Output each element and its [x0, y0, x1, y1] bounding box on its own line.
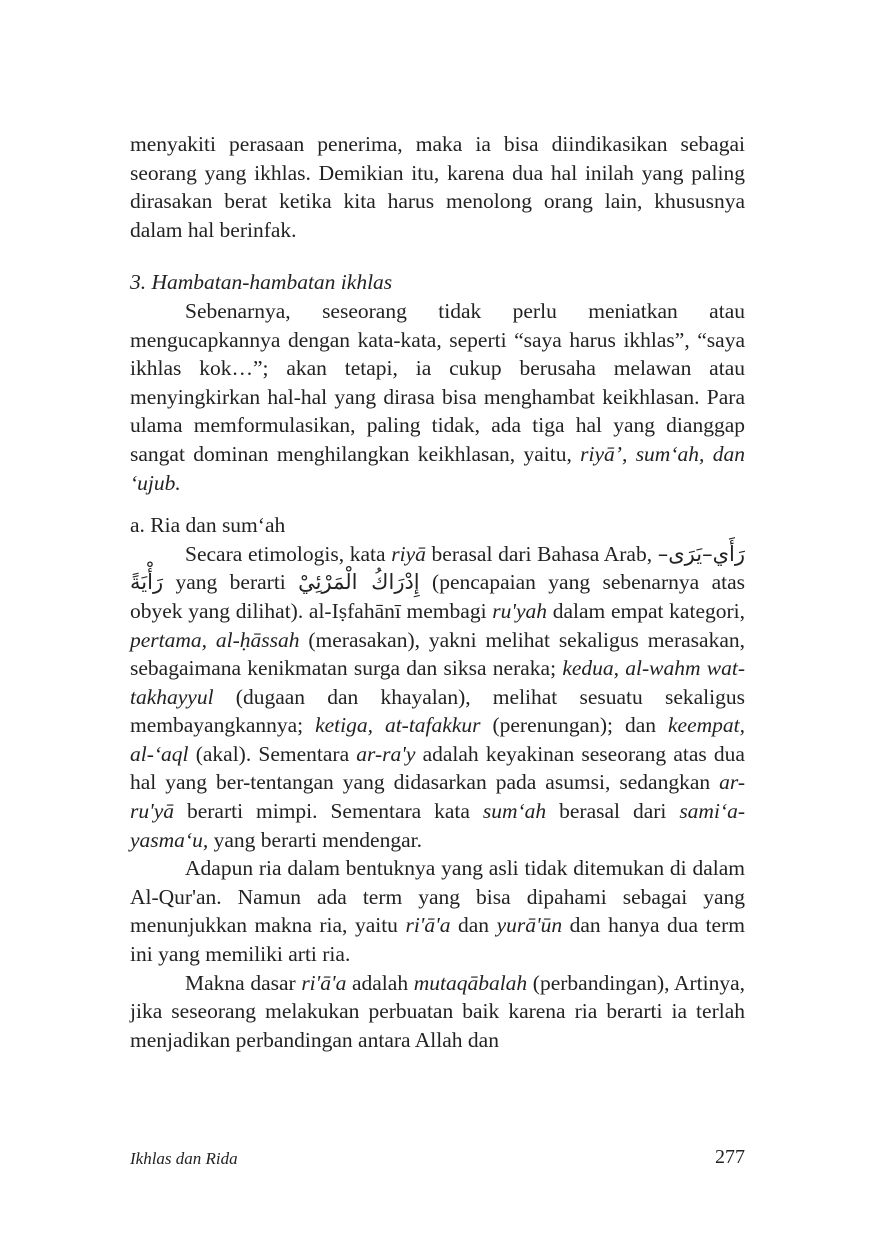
paragraph-etymology: [130, 540, 745, 855]
text-run: (merasakan), yakni melihat sekaligus merasakan, sebagaimana kenikmatan surga dan siksa neraka;: [130, 627, 745, 681]
paragraph-basic-meaning: [130, 969, 745, 1055]
text-run: adalah keyakinan seseorang atas dua hal yang ber-tentangan yang didasarkan pada asumsi, sedangkan: [130, 741, 745, 795]
text-run: adalah: [346, 970, 414, 995]
italic-term: sami‘a-yasma‘u,: [130, 799, 745, 852]
text-run: berarti mimpi. Sementara kata: [174, 799, 483, 824]
text-run: dan: [450, 913, 497, 938]
italic-term: yurā'ūn: [496, 913, 563, 938]
paragraph-quran-terms: [130, 854, 745, 968]
text-run: (akal). Sementara: [188, 741, 357, 766]
italic-term: ar-ru'yā: [130, 770, 745, 824]
text-run: Secara etimologis, kata: [185, 541, 392, 566]
arabic-text: إِدْرَاكُ الْمَرْئِيْ: [298, 570, 420, 595]
body-text: [130, 130, 745, 1054]
italic-term: keempat, al-‘aql: [130, 713, 745, 766]
paragraph-obstacles: [130, 297, 745, 497]
italic-term: ri'ā'a: [405, 913, 451, 938]
italic-term: riyā’, sum‘ah, dan ‘ujub.: [130, 441, 745, 495]
running-title: Ikhlas dan Rida: [130, 1149, 238, 1168]
text-run: (pencapaian yang sebenarnya atas obyek yang dilihat). al-Iṣfahānī membagi: [130, 570, 745, 623]
paragraph-text: Sebenarnya, seseorang tidak perlu meniatkan atau mengucapkannya dengan kata-kata, seperti “saya harus ikhlas”, “saya ikhlas kok…”; akan tetapi, ia cukup berusaha melawan atau menyingkirkan hal-hal yang dirasa bisa menghambat keikhlasan. Para ulama memformulasikan, paling tidak, ada tiga hal yang dianggap sangat dominan menghilangkan keikhlasan, yaitu,: [130, 298, 745, 466]
italic-term: mutaqābalah: [413, 970, 528, 995]
italic-term: kedua, al-wahm wat-takhayyul: [130, 656, 745, 709]
italic-term: ri'ā'a: [301, 970, 347, 995]
arabic-text: رَأَي–يَرَى–رَأْيَةً: [130, 541, 746, 595]
text-run: Adapun ria dalam bentuknya yang asli tidak ditemukan di dalam Al-Qur'an. Namun ada term yang bisa dipahami sebagai yang menunjukkan makna ria, yaitu: [130, 856, 745, 938]
text-run: berasal dari: [546, 799, 680, 824]
text-run: (dugaan dan khayalan), melihat sesuatu sekaligus membayangkannya;: [130, 684, 745, 738]
italic-term: riyā: [391, 541, 426, 566]
italic-term: ru'yah: [492, 598, 548, 623]
paragraph-continuation: menyakiti perasaan penerima, maka ia bisa diindikasikan sebagai seorang yang ikhlas. Demikian itu, karena dua hal inilah yang paling dirasakan berat ketika kita harus menolong orang lain, khususnya dalam hal berinfak.: [130, 132, 745, 242]
text-run: yang berarti mendengar.: [208, 827, 422, 852]
text-run: Makna dasar: [185, 970, 302, 995]
page-number: 277: [715, 1146, 745, 1168]
text-run: (perenungan); dan: [480, 713, 668, 738]
italic-term: ketiga, at-tafakkur: [315, 713, 481, 738]
text-run: yang berarti: [163, 570, 299, 595]
italic-term: pertama, al-ḥāssah: [130, 627, 300, 652]
text-run: dan hanya dua term ini yang memiliki arti ria.: [130, 913, 745, 967]
section-heading: 3. Hambatan-hambatan ikhlas: [130, 270, 393, 295]
subsection-heading: a. Ria dan sum‘ah: [130, 513, 286, 538]
text-run: berasal dari Bahasa Arab,: [425, 541, 658, 566]
text-run: dalam empat kategori,: [547, 598, 746, 623]
text-run: (perbandingan), Artinya, jika seseorang melakukan perbuatan baik karena ria berarti ia terlah menjadikan perbandingan antara Allah dan: [130, 970, 745, 1052]
italic-term: ar-ra'y: [356, 741, 416, 766]
italic-term: sum‘ah: [482, 799, 547, 824]
